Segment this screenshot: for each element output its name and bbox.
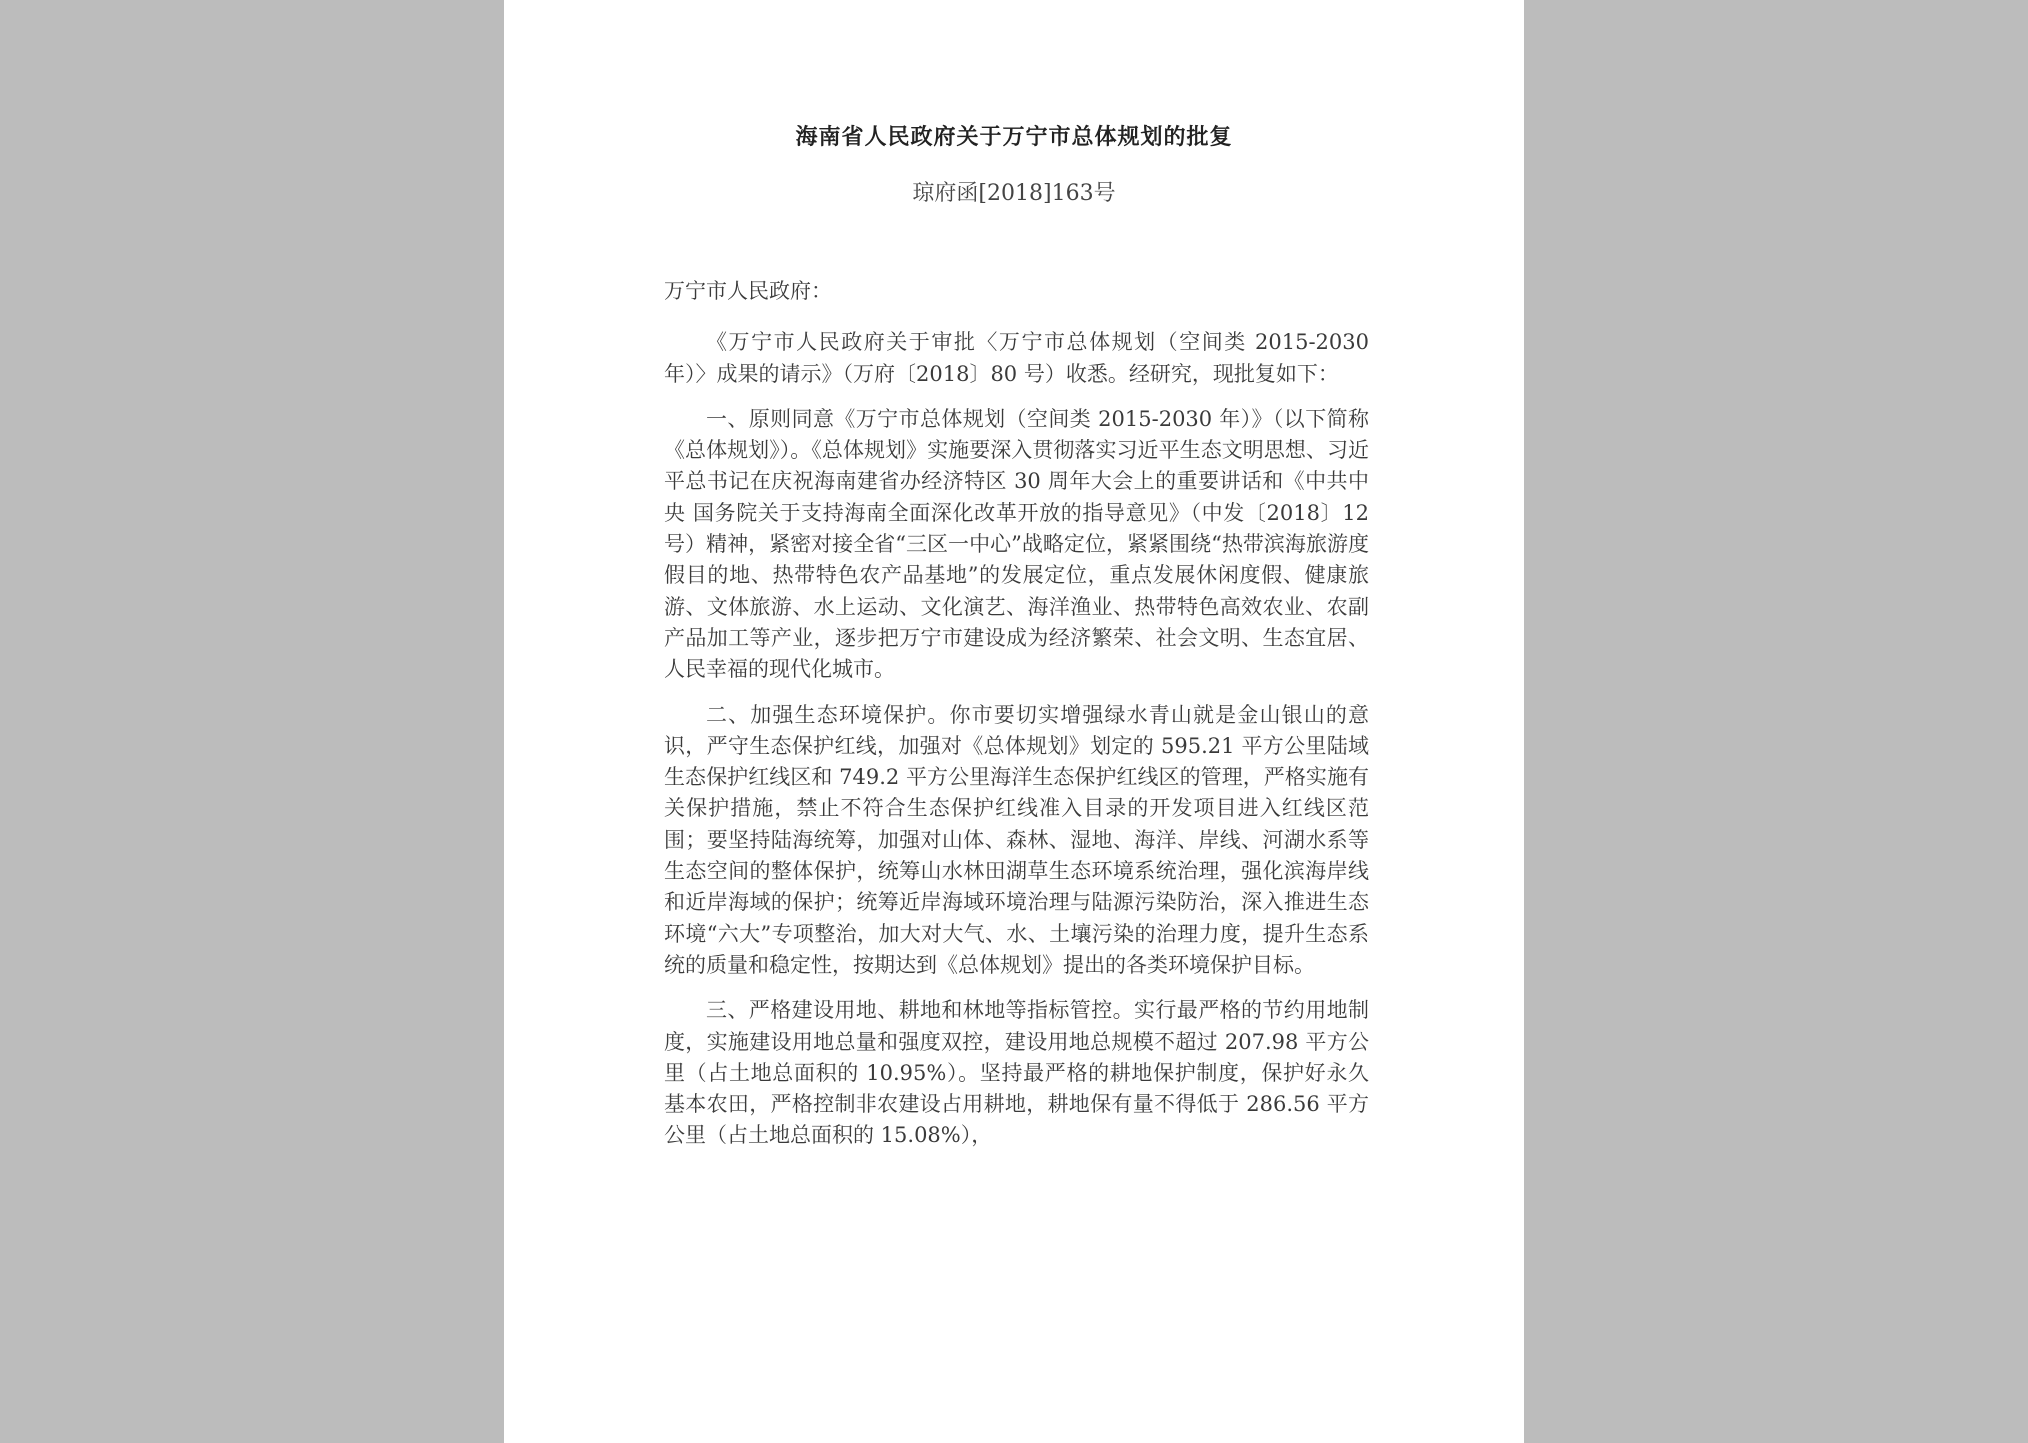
paragraph-intro: 《万宁市人民政府关于审批〈万宁市总体规划（空间类 2015-2030 年）〉成果的请示》（万府〔2018〕80 号）收悉。经研究，现批复如下： — [664, 330, 1369, 386]
paragraph-section-2: 二、加强生态环境保护。你市要切实增强绿水青山就是金山银山的意识，严守生态保护红线，加强对《总体规划》划定的 595.21 平方公里陆域生态保护红线区和 749.2 平方公里海洋生态保护红线区的管理，严格实施有关保护措施，禁止不符合生态保护红线准入目录的开发项目进入红线区范围；要坚持陆海统筹，加强对山体、森林、湿地、海洋、岸线、河湖水系等生态空间的整体保护，统筹山水林田湖草生态环境系统治理，强化滨海岸线和近岸海域的保护；统筹近岸海域环境治理与陆源污染防治，深入推进生态环境“六大”专项整治，加大对大气、水、土壤污染的治理力度，提升生态系统的质量和稳定性，按期达到《总体规划》提出的各类环境保护目标。 — [664, 702, 1369, 977]
salutation: 万宁市人民政府： — [664, 279, 832, 303]
document-body — [664, 276, 1369, 1152]
document-number: 琼府函[2018]163号 — [912, 181, 1116, 206]
paragraph-section-3: 三、严格建设用地、耕地和林地等指标管控。实行最严格的节约用地制度，实施建设用地总量和强度双控，建设用地总规模不超过 207.98 平方公里（占土地总面积的 10.95%）。坚持最严格的耕地保护制度，保护好永久基本农田，严格控制非农建设占用耕地，耕地保有量不得低于 286.56 平方公里（占土地总面积的 15.08%）， — [664, 998, 1369, 1148]
document-page — [504, 0, 1524, 1443]
document-title: 海南省人民政府关于万宁市总体规划的批复 — [795, 124, 1233, 150]
paragraph-section-1: 一、原则同意《万宁市总体规划（空间类 2015-2030 年）》（以下简称《总体规划》）。《总体规划》实施要深入贯彻落实习近平生态文明思想、习近平总书记在庆祝海南建省办经济特区 30 周年大会上的重要讲话和《中共中央 国务院关于支持海南全面深化改革开放的指导意见》（中发〔2018〕12 号）精神，紧密对接全省“三区一中心”战略定位，紧紧围绕“热带滨海旅游度假目的地、热带特色农产品基地”的发展定位，重点发展休闲度假、健康旅游、文体旅游、水上运动、文化演艺、海洋渔业、热带特色高效农业、农副产品加工等产业，逐步把万宁市建设成为经济繁荣、社会文明、生态宜居、人民幸福的现代化城市。 — [664, 406, 1369, 682]
